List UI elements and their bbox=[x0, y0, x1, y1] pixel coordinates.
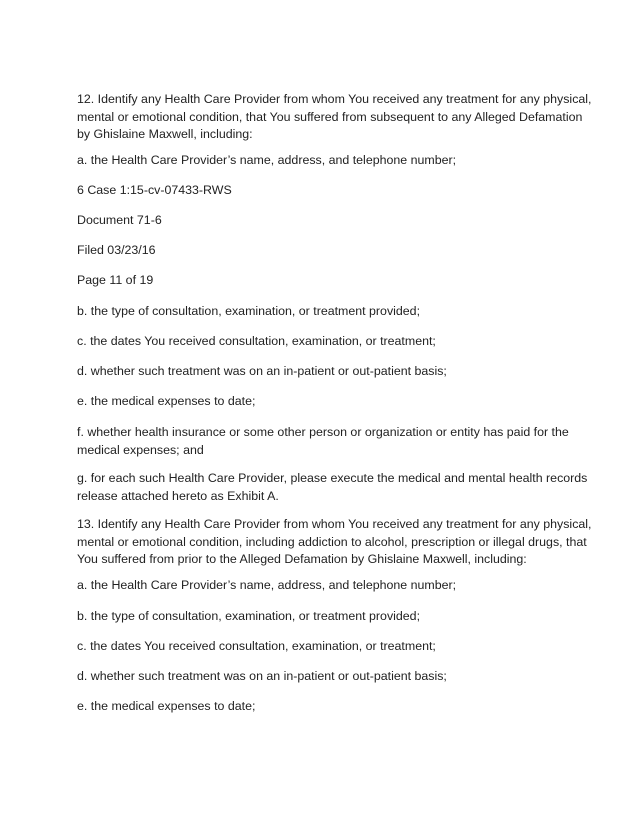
text-line: 6 Case 1:15-cv-07433-RWS bbox=[77, 183, 232, 197]
case-number-line bbox=[77, 182, 577, 200]
text-line: release attached hereto as Exhibit A. bbox=[77, 488, 279, 503]
paragraph-13b bbox=[77, 608, 577, 626]
paragraph-interrogatory-13 bbox=[77, 516, 592, 569]
filed-date-line bbox=[77, 242, 577, 260]
text-line: mental or emotional condition, that You suffered from subsequent to any Alleged Defamation bbox=[77, 109, 583, 124]
text-line: e. the medical expenses to date; bbox=[77, 699, 256, 713]
document-number-line bbox=[77, 212, 577, 230]
paragraph-12e bbox=[77, 393, 577, 411]
paragraph-interrogatory-12 bbox=[77, 91, 592, 144]
text-line: by Ghislaine Maxwell, including: bbox=[77, 127, 253, 141]
paragraph-13e bbox=[77, 698, 577, 716]
paragraph-13c bbox=[77, 638, 577, 656]
text-line: g. for each such Health Care Provider, please execute the medical and mental health records bbox=[77, 471, 588, 485]
text-line: d. whether such treatment was on an in-patient or out-patient basis; bbox=[77, 364, 447, 378]
text-line: b. the type of consultation, examination, or treatment provided; bbox=[77, 304, 421, 318]
text-line: 13. Identify any Health Care Provider from whom You received any treatment for any physical, bbox=[77, 517, 592, 531]
text-line: c. the dates You received consultation, examination, or treatment; bbox=[77, 639, 436, 653]
paragraph-12a bbox=[77, 152, 577, 170]
paragraph-12f bbox=[77, 424, 577, 459]
text-line: c. the dates You received consultation, examination, or treatment; bbox=[77, 334, 436, 348]
text-line: a. the Health Care Provider’s name, address, and telephone number; bbox=[77, 153, 457, 167]
paragraph-12c bbox=[77, 333, 577, 351]
text-line: b. the type of consultation, examination, or treatment provided; bbox=[77, 609, 421, 623]
text-line: medical expenses; and bbox=[77, 442, 204, 457]
text-line: d. whether such treatment was on an in-patient or out-patient basis; bbox=[77, 669, 447, 683]
text-line: Page 11 of 19 bbox=[77, 273, 154, 287]
text-line: f. whether health insurance or some other person or organization or entity has paid for the bbox=[77, 425, 569, 439]
paragraph-13d bbox=[77, 668, 577, 686]
paragraph-12g bbox=[77, 470, 588, 505]
text-line: You suffered from prior to the Alleged Defamation by Ghislaine Maxwell, including: bbox=[77, 552, 527, 566]
paragraph-12b bbox=[77, 303, 577, 321]
text-line: Document 71-6 bbox=[77, 213, 162, 227]
page-number-line bbox=[77, 272, 577, 290]
text-line: a. the Health Care Provider’s name, address, and telephone number; bbox=[77, 578, 457, 592]
text-line: e. the medical expenses to date; bbox=[77, 394, 256, 408]
text-line: 12. Identify any Health Care Provider from whom You received any treatment for any physical, bbox=[77, 92, 592, 106]
paragraph-13a bbox=[77, 577, 577, 595]
paragraph-12d bbox=[77, 363, 577, 381]
text-line: mental or emotional condition, including addiction to alcohol, prescription or illegal drugs, that bbox=[77, 534, 587, 549]
text-line: Filed 03/23/16 bbox=[77, 243, 156, 257]
